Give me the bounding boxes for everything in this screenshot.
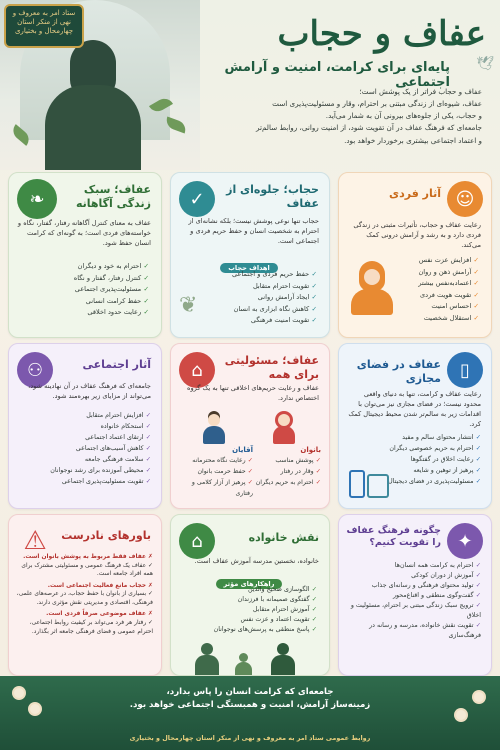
virtual-space-list: ✓ انتشار محتوای سالم و مفید ✓ احترام به حریم خصوصی دیگران ✓ رعایت اخلاق در گفتگوها ✓ پرهیز از توهین و شایعه ✓ مسئولیت‌پذیری در فضای دیجیتال [345, 432, 481, 487]
woman-icon [271, 414, 297, 444]
devices-icon [349, 466, 389, 500]
card-social-effects: ⚇ آثار اجتماعی جامعه‌ای که فرهنگ عفاف در آن نهادینه شود، می‌تواند از مزایای زیر بهره‌مند شود. ✓ افزایش احترام متقابل ✓ استحکام خانواده ✓ ارتقای اعتماد اجتماعی ✓ کاهش آسیب‌های اجتماعی ✓ سلامت فرهنگی جامعه ✓ محیطی آموزنده برای رشد نوجوانان ✓ تقویت مسئولیت‌پذیری اجتماعی [8, 343, 162, 509]
footer-message: جامعه‌ای که کرامت انسان را پاس بدارد، زمینه‌ساز آرامش، امنیت و همبستگی اجتماعی خواهد بود. [129, 687, 371, 711]
organization-logo: ستاد امر به معروف و نهی از منکر استان چهارمحال و بختیاری [4, 4, 84, 48]
social-effects-list: ✓ افزایش احترام متقابل ✓ استحکام خانواده ✓ ارتقای اعتماد اجتماعی ✓ کاهش آسیب‌های اجتماعی ✓ سلامت فرهنگی جامعه ✓ محیطی آموزنده برای رشد نوجوانان ✓ تقویت مسئولیت‌پذیری اجتماعی [15, 410, 151, 487]
card-strengthen-culture: ✦ چگونه فرهنگ عفاف را تقویت کنیم؟ ✓ احترام به کرامت همه انسان‌ها ✓ آموزش از دوران کودکی ✓ تولید محتوای فرهنگی و رسانه‌ای جذاب ✓ گفت‌وگوی منطقی و اقناع‌محور ✓ ترویج سبک زندگی مبتنی بر احترام، مسئولیت و اخلاق ✓ تقویت نقش خانواده، مدرسه و رسانه در فرهنگ‌سازی [338, 514, 492, 676]
strengthen-list: ✓ احترام به کرامت همه انسان‌ها ✓ آموزش از دوران کودکی ✓ تولید محتوای فرهنگی و رسانه‌ای جذاب ✓ گفت‌وگوی منطقی و اقناع‌محور ✓ ترویج سبک زندگی مبتنی بر احترام، مسئولیت و اخلاق ✓ تقویت نقش خانواده، مدرسه و رسانه در فرهنگ‌سازی [345, 561, 481, 642]
plant-icon: ❦ [179, 293, 198, 318]
family-silhouette [191, 643, 311, 676]
myth-wrong: ✗ عفاف فقط مربوط به پوشش بانوان است. [23, 554, 153, 560]
myth-wrong: ✗ حجاب مانع فعالیت اجتماعی است. [47, 582, 153, 589]
women-label: بانوان [300, 446, 321, 454]
footer-credit: روابط عمومی ستاد امر به معروف و نهی از منکر استان چهارمحال و بختیاری [129, 734, 371, 742]
hijab-goals-badge: اهداف حجاب [220, 263, 277, 273]
personal-effects-list: ✓ افزایش عزت نفس ✓ آرامش ذهن و روان ✓ اعتماد‌به‌نفس بیشتر ✓ تقویت هویت فردی ✓ احساس امنیت ✓ استقلال شخصیت [399, 255, 479, 324]
man-icon [201, 414, 227, 444]
flower-icon [474, 692, 484, 702]
woman-figure-body [45, 85, 141, 170]
intro-text: عفاف و حجاب فراتر از یک پوشش است؛ عفاف، شیوه‌ای از زندگی مبتنی بر احترام، وقار و مسئولیت‌پذیری است و حجاب، یکی از جلوه‌های بیرونی آن به شمار می‌آید. جامعه‌ای که فرهنگ عفاف در آن تقویت شود، از امنیت روانی، روابط سالم‌تر و اعتماد اجتماعی بیشتری برخوردار خواهد بود. [256, 87, 482, 145]
shield-check-icon: ✓ [179, 181, 215, 217]
header [0, 0, 500, 170]
myth-wrong: ✗ عفاف موضوعی صرفاً فردی است. [46, 611, 153, 618]
flower-icon [14, 688, 24, 698]
person-heart-icon: ☺ [447, 181, 483, 217]
lightbulb-icon: ✦ [447, 523, 483, 559]
mobile-phone-icon: ▯ [447, 352, 483, 388]
footer [0, 676, 500, 750]
card-shared-responsibility: ⌂ عفاف؛ مسئولیتی برای همه عفاف و رعایت حریم‌های اخلاقی تنها به یک گروه اختصاص ندارد. بانوان ✓ پوشش مناسب ✓ وقار در رفتار ✓ احترام به حریم دیگران آقایان ✓ رعایت نگاه محترمانه ✓ حفظ حرمت بانوان ✓ پرهیز از آزار کلامی و رفتاری [170, 343, 330, 509]
woman-avatar-icon [349, 261, 395, 317]
card-family-role: ⌂ نقش خانواده خانواده، نخستین مدرسه آموزش عفاف است. راهکارهای مؤثر ✓ الگوسازی صحیح والدین ✓ گفتگوی صمیمانه با فرزندان ✓ آموزش احترام متقابل ✓ تقویت اعتماد و عزت نفس ✓ پاسخ منطقی به پرسش‌های نوجوانان [170, 514, 330, 676]
hijab-goals-list: ✓ حفظ حریم فردی و اجتماعی ✓ تقویت احترام متقابل ✓ ایجاد آرامش روانی ✓ کاهش نگاه ابزاری به انسان ✓ تقویت امنیت فرهنگی [207, 269, 317, 327]
flower-icon [456, 710, 466, 720]
leaf-icon: ❧ [17, 179, 57, 219]
myth-right: ✓ رفتار هر فرد می‌تواند بر کیفیت روابط اجتماعی، احترام عمومی و فضای فرهنگی جامعه اثر بگذارد. [29, 619, 153, 635]
family-solutions-list: ✓ الگوسازی صحیح والدین ✓ گفتگوی صمیمانه با فرزندان ✓ آموزش احترام متقابل ✓ تقویت اعتماد و عزت نفس ✓ پاسخ منطقی به پرسش‌های نوجوانان [181, 585, 317, 635]
home-icon: ⌂ [179, 523, 215, 559]
group-people-icon: ⚇ [17, 352, 53, 388]
card-hijab: ✓ حجاب؛ جلوه‌ای از عفاف حجاب تنها نوعی پوشش نیست؛ بلکه نشانه‌ای از احترام به شخصیت انسان و حفظ حریم فردی و اجتماعی است. اهداف حجاب ✓ حفظ حریم فردی و اجتماعی ✓ تقویت احترام متقابل ✓ ایجاد آرامش روانی ✓ کاهش نگاه ابزاری به انسان ✓ تقویت امنیت فرهنگی ❦ [170, 172, 330, 338]
card-personal-effects: ☺ آثار فردی رعایت عفاف و حجاب، تأثیرات مثبتی در زندگی فردی دارد و به رشد و آرامش درونی کمک می‌کند. ✓ افزایش عزت نفس ✓ آرامش ذهن و روان ✓ اعتماد‌به‌نفس بیشتر ✓ تقویت هویت فردی ✓ احساس امنیت ✓ استقلال شخصیت [338, 172, 492, 338]
page-title: عفاف و حجاب [277, 14, 486, 54]
card-virtual-space: ▯ عفاف در فضای مجازی رعایت عفاف و کرامت، تنها به دنیای واقعی محدود نیست؛ در فضای مجازی نیز می‌توان با اقدامات زیر به سالم‌تر شدن محیط دیجیتال کمک کرد. ✓ انتشار محتوای سالم و مفید ✓ احترام به حریم خصوصی دیگران ✓ رعایت اخلاق در گفتگوها ✓ پرهیز از توهین و شایعه ✓ مسئولیت‌پذیری در فضای دیجیتال [338, 343, 492, 509]
myth-right: ✓ عفاف یک فرهنگ عمومی و مسئولیتی مشترک برای همه افراد جامعه است. [21, 562, 153, 578]
dove-icon: 🕊 [476, 56, 494, 72]
men-label: آقایان [232, 446, 253, 454]
flower-icon [30, 704, 40, 714]
card-misconceptions: ⚠ باورهای نادرست ✗ عفاف فقط مربوط به پوشش بانوان است. ✓ عفاف یک فرهنگ عمومی و مسئولیتی مشترک برای همه افراد جامعه است. ✗ حجاب مانع فعالیت اجتماعی است. ✓ بسیاری از بانوان با حفظ حجاب، در عرصه‌های علمی، فرهنگی، اقتصادی و مدیریتی نقش مؤثری دارند. ✗ عفاف موضوعی صرفاً فردی است. ✓ رفتار هر فرد می‌تواند بر کیفیت روابط اجتماعی، احترام عمومی و فضای فرهنگی جامعه اثر بگذارد. [8, 514, 162, 676]
myth-right: ✓ بسیاری از بانوان با حفظ حجاب، در عرصه‌های علمی، فرهنگی، اقتصادی و مدیریتی نقش مؤثری دارند. [16, 591, 153, 606]
men-list: ✓ رعایت نگاه محترمانه ✓ حفظ حرمت بانوان ✓ پرهیز از آزار کلامی و رفتاری [179, 456, 253, 499]
page-subtitle: پایه‌ای برای کرامت، امنیت و آرامش اجتماعی [224, 60, 450, 90]
women-list: ✓ پوشش مناسب ✓ وقار در رفتار ✓ احترام به حریم دیگران [253, 456, 321, 489]
family-house-icon: ⌂ [179, 352, 215, 388]
misconceptions-list [15, 553, 153, 636]
chastity-list: ✓ احترام به خود و دیگران ✓ کنترل رفتار، گفتار و نگاه ✓ مسئولیت‌پذیری اجتماعی ✓ حفظ کرامت انسانی ✓ رعایت حدود اخلاقی [19, 261, 149, 319]
card-chastity-lifestyle: ❧ عفاف؛ سبک زندگی آگاهانه عفاف به معنای کنترل آگاهانه رفتار، گفتار، نگاه و خواسته‌های فردی است؛ به گونه‌ای که کرامت انسان حفظ شود. ✓ احترام به خود و دیگران ✓ کنترل رفتار، گفتار و نگاه ✓ مسئولیت‌پذیری اجتماعی ✓ حفظ کرامت انسانی ✓ رعایت حدود اخلاقی [8, 172, 162, 338]
effective-solutions-badge: راهکارهای مؤثر [216, 579, 283, 589]
warning-icon: ⚠ [23, 526, 47, 556]
